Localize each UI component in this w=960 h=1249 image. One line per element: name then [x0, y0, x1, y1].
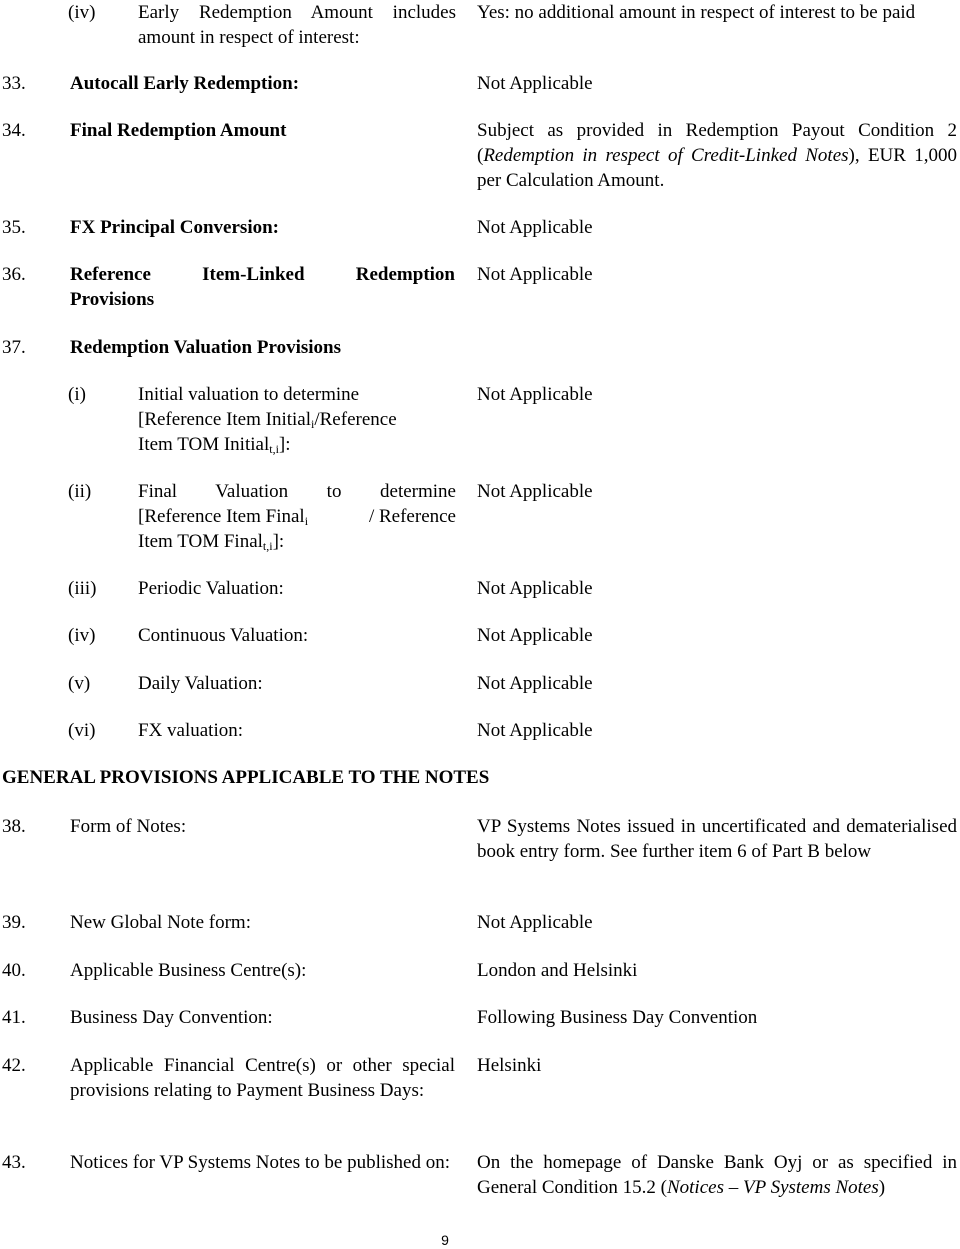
label-text: Item TOM Final [138, 531, 263, 552]
item-number: 41. [2, 1007, 26, 1028]
value-text: Subject as provided in Redemption Payout Condition 2 ( [477, 120, 957, 166]
item-value: Not Applicable [477, 73, 593, 94]
item-value: Not Applicable [477, 217, 593, 238]
label-text: ]: [278, 434, 291, 455]
label-line [138, 407, 456, 432]
item-label: Final Redemption Amount [70, 120, 287, 141]
label-text: Item TOM Initial [138, 434, 270, 455]
page-number: 9 [441, 1232, 449, 1248]
item-sub-number: (iv) [68, 2, 96, 23]
item-number: 33. [2, 73, 26, 94]
item-label: Autocall Early Redemption: [70, 73, 300, 94]
item-value: Not Applicable [477, 720, 593, 741]
item-number: 38. [2, 816, 26, 837]
value-text: ) [878, 1177, 886, 1198]
item-value [477, 1150, 957, 1200]
item-sub-number: (v) [68, 673, 91, 694]
item-number: 35. [2, 217, 26, 238]
label-text: [Reference Item Final [138, 506, 305, 527]
item-label: Business Day Convention: [70, 1007, 273, 1028]
label-line [138, 529, 456, 554]
label-line: Reference Item-Linked Redemption [70, 264, 455, 285]
item-value: Not Applicable [477, 912, 593, 933]
value-text: On the homepage of Danske Bank Oyj or as specified in General Condition 15.2 ( [477, 1152, 957, 1198]
item-value: Not Applicable [477, 578, 593, 599]
item-sub-number: (ii) [68, 481, 92, 502]
item-number: 43. [2, 1152, 26, 1173]
item-label: Applicable Business Centre(s): [70, 960, 307, 981]
subscript: i [311, 417, 315, 431]
item-number: 37. [2, 337, 26, 358]
item-value: Not Applicable [477, 481, 593, 502]
value-italic-text: Redemption in respect of Credit-Linked Notes [483, 145, 849, 166]
item-number: 34. [2, 120, 26, 141]
subscript: i [304, 514, 309, 528]
item-label [138, 382, 456, 457]
item-value: Helsinki [477, 1055, 542, 1076]
item-number: 36. [2, 264, 26, 285]
item-label [138, 479, 456, 554]
subscript: t,i [269, 442, 279, 456]
label-text-group [138, 504, 308, 529]
label-line [138, 504, 456, 529]
item-label: Early Redemption Amount includes amount in respect of interest: [138, 2, 456, 48]
label-line: Final Valuation to determine [138, 481, 456, 502]
label-line [138, 432, 456, 457]
item-value [477, 118, 957, 193]
item-number: 39. [2, 912, 26, 933]
item-value: Not Applicable [477, 264, 593, 285]
item-label: New Global Note form: [70, 912, 251, 933]
item-value: Following Business Day Convention [477, 1007, 758, 1028]
label-text: ]: [272, 531, 285, 552]
item-sub-number: (iv) [68, 625, 96, 646]
value-text: ), EUR 1,000 per Calculation Amount. [477, 145, 958, 191]
item-label: Daily Valuation: [138, 673, 263, 694]
item-label: FX Principal Conversion: [70, 217, 279, 238]
item-label [70, 262, 455, 312]
label-line: Initial valuation to determine [138, 384, 360, 405]
item-label: Continuous Valuation: [138, 625, 309, 646]
item-value: Yes: no additional amount in respect of interest to be paid [477, 2, 916, 23]
item-label: Redemption Valuation Provisions [70, 337, 341, 358]
item-number: 40. [2, 960, 26, 981]
subscript: t,i [262, 539, 273, 553]
item-value: VP Systems Notes issued in uncertificated and dematerialised book entry form. See further item 6 of Part B below [477, 816, 957, 862]
item-value: London and Helsinki [477, 960, 638, 981]
label-line: Provisions [70, 289, 155, 310]
value-italic-text: Notices – VP Systems Notes [666, 1177, 879, 1198]
item-sub-number: (vi) [68, 720, 96, 741]
label-text: / Reference [368, 506, 456, 527]
item-label: Applicable Financial Centre(s) or other special provisions relating to Payment Business Days: [70, 1055, 455, 1101]
label-text: [Reference Item Initial [138, 409, 312, 430]
item-value: Not Applicable [477, 673, 593, 694]
item-value: Not Applicable [477, 625, 593, 646]
item-sub-number: (i) [68, 384, 86, 405]
item-number: 42. [2, 1055, 26, 1076]
label-text: /Reference [314, 409, 397, 430]
item-value: Not Applicable [477, 384, 593, 405]
item-label: Periodic Valuation: [138, 578, 284, 599]
item-sub-number: (iii) [68, 578, 97, 599]
item-label: Notices for VP Systems Notes to be published on: [70, 1152, 450, 1173]
section-heading: GENERAL PROVISIONS APPLICABLE TO THE NOTES [2, 767, 490, 788]
item-label: FX valuation: [138, 720, 244, 741]
item-label: Form of Notes: [70, 816, 187, 837]
